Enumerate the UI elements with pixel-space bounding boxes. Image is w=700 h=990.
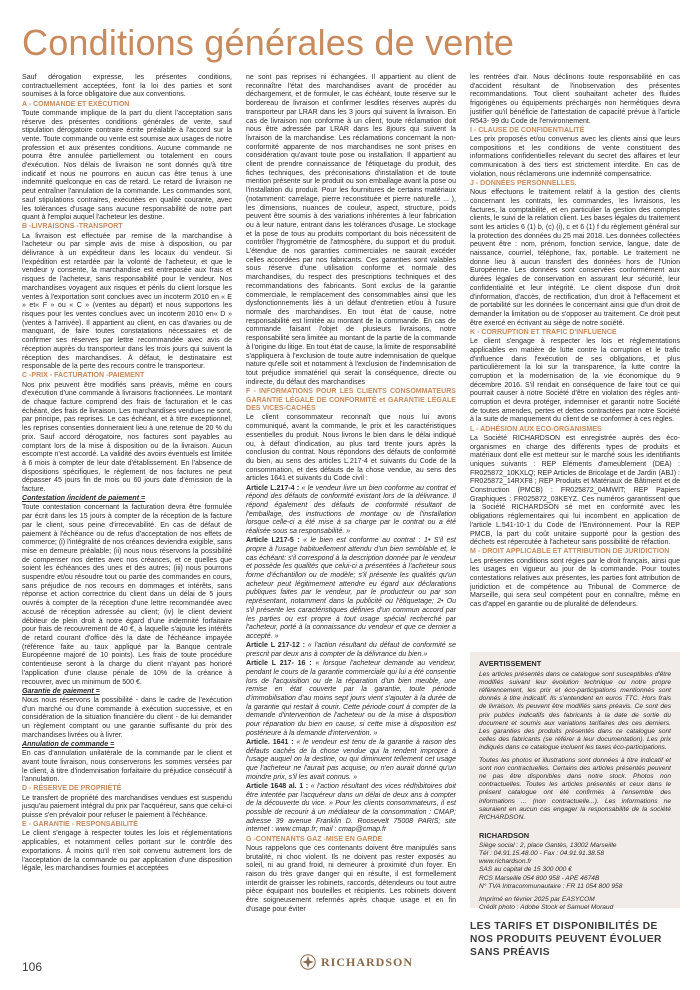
article-reference: Article L 217-12 :: [246, 642, 305, 650]
subheading: Contestation /incident de paiement =: [22, 495, 146, 503]
section-heading: L - ADHÉSION AUX ECO-ORGANISMES: [470, 425, 602, 433]
company-line: RCS Marseille 054 800 958 - APE 4674B: [479, 874, 600, 882]
article-reference: Article 1648 al. 1 :: [246, 782, 309, 790]
company-line: www.richardson.fr: [479, 858, 532, 866]
company-line: Siège social : 2, place Gantès, 13002 Marseille: [479, 841, 617, 849]
company-line: Tél : 04.91.15.48.00 - Fax : 04.91.91.38.58: [479, 850, 605, 858]
paragraph: Les présentes conditions sont régies par le droit français, ainsi que les usages en vigueur au jour de la commande. Pour toutes contestations relatives aux présentes, les parties font attribution de juridiction et de compétence au Tribunal de Commerce de Marseille, qui sera seul compétent pour en connaître, même en cas d'appel en garantie ou de pluralité de défendeurs.: [470, 557, 680, 609]
paragraph: Nos prix peuvent être modifiés sans préavis, même en cours d'exécution d'une commande à livraisons fractionnées. Le montant de chaque facture comprend des frais de facturation et le cas échéant, des frais de livraison. Les marchandises vendues ne sont, par principe, pas reprises. Le cas échéant, et à titre exceptionnel, les reprises consenties donneraient lieu à une retenue de 20 % du prix. Sauf accord dérogatoire, nos factures sont payables au comptant lors de la mise à disposition ou de la livraison. Aucun escompte n'est accordé. La validité des avoirs éventuels est limitée à 6 mois à compter de leur date d'établissement. En l'absence de dispositions spécifiques, le règlement de nos factures ne peut dépasser 45 jours fin de mois ou 60 jours date d'émission de la facture.: [22, 381, 232, 494]
column-right: [470, 74, 680, 610]
warning-title: AVERTISSEMENT: [479, 659, 542, 668]
pricing-disclaimer: LES TARIFS ET DISPONIBILITÉS DE NOS PRODUITS PEUVENT ÉVOLUER SANS PRÉAVIS: [470, 921, 662, 958]
article-quote: « le bien est conforme au contrat : 1• S'il est propre à l'usage habituellement attendu d'un bien semblable et, le cas échéant: s'il correspond à la description donnée par le vendeur et possède les qualités que celui-ci a présentées à l'acheteur sous forme d'échantillon ou de modèle; s'il présente les qualités qu'un acheteur peut légitimement attendre eu égard aux déclarations publiques faites par le vendeur, par le producteur ou par son représentant, notamment dans la publicité ou l'étiquetage; 2• Ou s'il présente les caractéristiques définies d'un commun accord par les parties ou est propre à tout usage spécial recherché par l'acheteur, porté à la connaissance du vendeur et que ce dernier a accepté. »: [246, 537, 456, 640]
article-quote: « le vendeur est tenu de la garantie à raison des défauts cachés de la chose vendue qui la rendent impropre à l'usage auquel on la destine, ou qui diminuent tellement cet usage que l'acheteur ne l'aurait pas acquise, ou n'en aurait donné qu'un moindre prix, s'il les avait connus. »: [246, 738, 456, 781]
paragraph: La Société RICHARDSON est enregistrée auprès des éco-organismes en charge des différents types de produits et matériaux dont elle est metteur sur le marché sous les identifiants uniques suivants : REP Eléments d'ameublement (DEA) : FR025872_10KXLQ; REP Articles de Bricolage et de Jardin (ABJ) : FR025872_14RXF8 ; REP Produits et Matériaux de Bâtiment et de Construction (PMCB) : FR025872_04MWIT; REP Papiers Graphiques : FR025872_03KEYZ. Ces numéros garantissent que la Société RICHARDSON sé met en conformité avec les obligations réglementaires qui lui incombent en application de l'article L.541-10-1 du Code de l'Environnement. Pour la REP PMCB, la part du coût unitaire supporté pour la gestion des déchets est répercutée à l'acheteur sans possibilité de réfaction.: [470, 434, 680, 547]
paragraph: Toute contestation concernant la facturation devra être formulée par écrit dans les 15 jours à compter de la réception de la facture par le client, sous peine d'irrecevabilité. En cas de défaut de paiement à l'échéance ou de refus d'acceptation de nos effets de commerce; (i) l'intégralité de nos créances deviendra exigible, sans mise en demeure préalable; (ii) nous nous réservons la possibilité de compenser nos dettes avec nos créances, et ce quelles que soient les échéances des unes et des autres; (iii) nous pourrons suspendre et/ou résoudre tout ou partie des commandes en cours, sans préjudice de nos recours en dommages et intérêts, sans réponse et action correctrice du client dans un délai de 5 jours ouvrés à compter de la réception d'une lettre recommandée avec accusé de réception adressée au client; (iv) le client devient débiteur de plein droit à notre égard d'une indemnité forfaitaire pour frais de recouvrement de 40 €, à laquelle s'ajoute les intérêts de retard courant d'office dès la date de l'échéance impayée (référence faite au taux appliqué par la Banque centrale Européenne majoré de 10 points). Les frais de toute procédure contentieuse seront à la charge du client n'ayant pas honoré l'application d'une clause pénale de 10% de la créance à recouvrer, avec un minimum de 500 €.: [22, 504, 232, 686]
paragraph: Le client consommateur reconnaît que nous lui avons communiqué, avant la commande, le prix et les caractéristiques essentielles du produit. Nous livrons le bien dans le délai indiqué ou, à défaut d'indication, au plus tard trente jours après la conclusion du contrat. Nous répondons des défauts de conformité du bien, au sens des articles L.217-4 et suivants du Code de la consommation, et des défauts de la chose vendue, au sens des articles 1641 et suivants du Code civil :: [246, 414, 456, 483]
section-heading: G -CONTENANTS GAZ -MISE EN GARDE: [246, 835, 383, 843]
page-number: 106: [22, 960, 43, 974]
section-heading: B -LIVRAISONS -TRANSPORT: [22, 223, 123, 231]
paragraph: Nous rappelons que ces contenants doivent être manipulés sans brutalité, ni choc violent. Ils ne doivent pas rester exposés au soleil, ni au grand froid, ni demeurer à proximité d'un foyer. En raison du très grave danger qui en résulte, il est formellement interdit de graisser les robinets, raccords, détendeurs ou tout autre pièce équipant nos bouteilles et récipients. Les robinets doivent être soigneusement refermés après chaque usage et en fin d'usage pour éviter: [246, 844, 456, 913]
paragraph: Les prix proposés et/ou convenus avec les clients ainsi que leurs compositions et les conditions de vente constituent des informations confidentielles relevant du secret des affaires et leur communication à des tiers est strictement interdite. En cas de violation, nous réclamerons une indemnité compensatrice.: [470, 135, 680, 178]
article-paragraph: [246, 642, 456, 659]
paragraph: Toute commande implique de la part du client l'acceptation sans réserve des présentes conditions générales de vente, sauf stipulation dérogatoire contraire écrite préalable à l'accord sur la vente. Toute commande ou vente est soumise aux usages de notre profession et aux présentes conditions. Aucune commande ne pourra être annulée partiellement ou totalement en cours d'exécution. Nos délais de livraison ne sont donnés qu'à titre indicatif et nous ne pourrons en aucun cas être tenus à une indemnité quelconque en cas de retard. Le retard de livraison ne peut entraîner l'annulation de la commande. Les commandes sont, sauf stipulations contraires, exécutées en qualité courante, avec les tolérances d'usage sans aucune responsabilité de notre part quant à l'emploi auquel l'acheteur les destine.: [22, 109, 232, 222]
paragraph: La livraison est effectuée par remise de la marchandise à l'acheteur ou par simple avis de mise à disposition, ou par délivrance à un expéditeur dans les locaux du vendeur. Si l'expédition est retardée par la volonté de l'acheteur, et que le vendeur y consente, la marchandise est entreposée aux frais et risques de l'acheteur, sans responsabilité pour le vendeur. Nos marchandises voyagent aux risques et périls du client lorsque les ventes à l'exportation sont conclues avec un incoterm 2010 en « E » et« F » ou « C » (ventes au départ) et nous supportons les risques pour les ventes conclues avec un incoterm 2010 en« D » (ventes à l'arrivée). Il appartient au client, en cas d'avaries ou de manquant, de faire toutes constatations nécessaires et de confirmer ses réserves par lettre recommandée avec avis de réception auprès du transporteur dans les trois jours qui suivent la réception des marchandises. À défaut, le destinataire est responsable de la perte des recours contre le transporteur.: [22, 232, 232, 371]
article-quote: « l'action résultant des vices rédhibitoires doit être intentée par l'acquéreur dans un délai de deux ans à compter de la découverte du vice. » Pour les clients consommateurs, il est possible de recourir à un médiateur de la consommation : CMAP; adresse 39 avenue Franklin D. Roosevelt 75008 PARIS; site internet : www.cmap.fr; mail : cmap@cmap.fr: [246, 782, 456, 834]
article-paragraph: [246, 537, 456, 641]
article-reference: Article. 1641 :: [246, 738, 294, 746]
section-heading: E - GARANTIE - RESPONSABILITÉ: [22, 821, 138, 829]
paragraph: En cas d'annulation unilatérale de la commande par le client et avant toute livraison, nous conserverons les sommes versées par le client, à titre d'indemnisation forfaitaire du préjudice consécutif à l'annulation.: [22, 750, 232, 784]
article-quote: « lorsque l'acheteur demande au vendeur, pendant le cours de la garantie commerciale qui lui a été consentie lors de l'acquisition ou de la réparation d'un bien meuble, une remise en état couverte par la garantie, toute période d'immobilisation d'au moins sept jours vient s'ajouter à la durée de la garantie qui restait à courir. Cette période court à compter de la demande d'intervention de l'acheteur ou de la mise à disposition pour réparation du bien en cause, si cette mise à disposition est postérieure à la demande d'intervention. »: [246, 660, 456, 737]
paragraph: les rentrées d'air. Nous déclinons toute responsabilité en cas d'accident résultant de l'inobservation des présentes recommandations. Tout client souhaitant acheter des fluides frigorigènes ou équipements préchargés non hermétiques devra justifier qu'il bénéficie de l'attestation de capacité prévue à l'article R543- 99 du Code de l'environnement.: [470, 74, 680, 125]
section-heading: F - INFORMATIONS POUR LES CLIENTS CONSOMMATEURS GARANTIE LÉGALE DE CONFORMITÉ et GARANTIE LÉGALE DES VICES-CACHÉS: [246, 387, 456, 413]
logo-text: RICHARDSON: [321, 954, 414, 969]
article-paragraph: [246, 660, 456, 738]
article-quote: « le vendeur livre un bien conforme au contrat et répond des défauts de conformité existant lors de la délivrance. Il répond également des défauts de conformité résultant de l'emballage, des instructions de montage ou de l'installation lorsque celle-ci a été mise à sa charge par le contrat ou a été réalisée sous sa responsabilité. »: [246, 484, 457, 536]
page-title: Conditions générales de vente: [22, 22, 515, 63]
section-heading: I - CLAUSE DE CONFIDENTIALITÉ: [470, 126, 585, 134]
article-paragraph: [246, 739, 456, 783]
section-heading: M - DROIT APPLICABLE ET ATTRIBUTION DE JURIDICTION: [470, 548, 670, 556]
company-details: [479, 842, 671, 891]
warning-text: Les articles présentés dans ce catalogue sont susceptibles d'être modifiés suivant leur évolution technique ou notre propre référencement, les prix et éco-participations mentionnés sont donnés à titre indicatif. Ils s'entendent en euros TTC. Hors frais de livraison. Ils peuvent être modifiés sans préavis. Ce sont des prix publics indicatifs des fabricants à la date de sortie du document et soumis aux variations tarifaires des ces derniers. Les garanties des produits présentés dans ce catalogue sont celles des fabricants (se référer à leur documentation). Les prix indiqués dans ce catalogue incluent les taxes éco-participations.: [479, 671, 671, 751]
paragraph: Nous effectuons le traitement relatif à la gestion des clients concernant les contrats, les commandes, les livraisons, les factures, la comptabilité, et en particulier la gestion des comptes clients, le suivi de la relation client. Les bases légales du traitement sont les articles 6 (1) b, (c) (i), c et 6 (1) f du règlement général sur la protection des données du 25 mai 2018. Les données collectées peuvent être : nom, prénom, fonction service, langue, date de naissance, courriel, téléphone, fax, portable. Le traitement ne donne lieu à aucun transfert des données hors de l'Union Européenne. Les données sont conservées conformément aux durées légales de conservation en assurant leur sécurité, leur confidentialité et leur intégrité. Le client dispose d'un droit d'information, d'accès, de rectification, d'un droit à l'effacement et de portabilité sur les données le concernant ainsi que d'un droit de demander la limitation ou de s'opposer au traitement. Ce droit peut être exercé en écrivant au siège de notre société.: [470, 189, 680, 327]
section-heading: C -PRIX - FACTURATION -PAIEMENT: [22, 372, 145, 380]
article-quote: « l'action résultant du défaut de conformité se prescrit par deux ans à compter de la délivrance du bien.»: [246, 642, 457, 658]
logo: [300, 954, 413, 970]
paragraph: Le client s'engage à respecter les lois et réglementations applicables en matière de lutte contre la corruption et le trafic d'influence dans l'exécution de ses obligations, et plus particulièrement la loi sur la transparence, la lutte contre la corruption et la modernisation de la vie économique du 9 décembre 2016. S'il rendait en conséquence de faire tout ce qui pourrait causer à notre Société d'être en violation des règles anti-corruption et devra protéger, indemniser et garantir notre Société de toutes amendes, pertes et dettes contractées par notre Société à la suite de manquement du client de se conformer à ces règles.: [470, 338, 680, 424]
section-heading: A - COMMANDE ET EXÉCUTION: [22, 100, 130, 108]
article-reference: Article L.217-4 :: [246, 484, 300, 492]
paragraph: Nous nous réservons la possibilité - dans le cadre de l'exécution d'un marché ou d'une commande à exécution successive, et en considération de la situation financière du client - de lui demander un règlement comptant ou une garantie suffisante du prix des marchandises livrées ou à livrer.: [22, 696, 232, 739]
company-line: SAS au capital de 15 300 000 €: [479, 866, 572, 874]
section-heading: K - CORRUPTION ET TRAFIC D'INFLUENCE: [470, 328, 617, 336]
subheading: Garantie de paiement =: [22, 687, 100, 695]
section-heading: J - DONNÉES PERSONNELLES.: [470, 179, 577, 187]
column-middle: [246, 74, 456, 915]
company-line: N° TVA Intracommunautaire : FR 11 054 800 958: [479, 882, 623, 890]
article-paragraph: [246, 485, 456, 537]
company-name: RICHARDSON: [479, 830, 530, 840]
print-line: Crédit photo : Adobe Stock et Samuel Moraud: [479, 904, 614, 912]
column-left: [22, 74, 232, 874]
subheading: Annulation de commande =: [22, 740, 115, 748]
section-heading: D - RÉSERVE DE PROPRIÉTÉ: [22, 785, 122, 793]
article-reference: Article L 217- 16 :: [246, 660, 312, 668]
paragraph: ne sont pas reprises ni échangées. Il appartient au client de reconnaître l'état des marchandises avant de procéder au déchargement, et de formuler, le cas échéant, toute réserve sur le bordereau de livraison et confirmer lesdites réserves auprès du transporteur par LRAR dans les 3 jours qui suivent la livraison. En cas de livraison non conforme à un client, toute réclamation doit nous être adressée par LRAR dans les 8jours qui suivent la livraison de la marchandise. Les réclamations concernant la non-conformité apparente de nos marchandises ne sont prises en considération qu'avant toute pose ou installation. Il appartient au client de prendre connaissance de l'étiquetage du produit, des fiches techniques, des préconisations d'installation et de toute mention présente sur le produit ou son emballage avant la pose ou l'installation du produit. Pour les fournitures de certains matériaux (notamment: carrelage, pierre reconstituée et pierre naturelle ... ), les dimensions, nuances de couleur, aspect, structure, poids peuvent être soumis à des variations inhérentes à leur fabrication ou à leur nature, entrant dans les tolérances d'usage. Le stockage et la pose de tous au produits comportant du bois nécessitent de contrôler l'hygrométrie de l'atmosphère, du support et du produit. L'étendue de nos garanties commerciales ne saurait excéder celles accordées par nos fabricants. Ces garanties sont valables sous réserve d'une utilisation conforme et normale des marchandises, du respect des prescriptions techniques et des recommandations des fabricants. Sont exclus de la garantie commerciale, le remplacement des consommables ainsi que les dysfonctionnements liés à un défaut d'entretien et/ou à l'usure normale des marchandises. En tout état de cause, notre responsabilité est limitée au montant de la commande. En cas de commande faisant l'objet de plusieurs livraisons, notre responsabilité sera limitée au montant de la partie de la commande à l'origine du litige. En tout état de cause, la limite de responsabilité s'appliquera à l'exclusion de toute autre indemnisation de quelque nature qu'elle soit et notamment à l'exclusion de l'indemnisation de tout préjudice immatériel qui serait la conséquence, directe ou indirecte, du défaut des marchandises: [246, 74, 456, 386]
print-line: Imprimé en février 2025 par EASYCOM: [479, 896, 595, 904]
article-reference: Article L217-5 :: [246, 537, 300, 545]
paragraph: Sauf dérogation expresse, les présentes conditions, contractuellement acceptées, font la loi des parties et sont soumises à la force obligatoire due aux conventions.: [22, 74, 232, 99]
article-paragraph: [246, 783, 456, 835]
paragraph: Le client s'engage à respecter toutes les lois et réglementations applicables, et notamment celles portant sur le contrôle des exportations. À moins qu'il n'en soit convenu autrement lors de l'acceptation de la commande ou par application d'une disposition légale, les marchandises fournies et acceptées: [22, 830, 232, 873]
richardson-logo-icon: [300, 954, 316, 970]
paragraph: Le transfert de propriété des marchandises vendues est suspendu jusqu'au paiement intégral du prix par l'acquéreur, sans que celui-ci puisse s'en prévaloir pour refuser le paiement à l'échéance.: [22, 794, 232, 820]
warning-text-2: Toutes les photos et illustrations sont données à titre indicatif et sont non contractuelles. Certains des articles présentés peuvent ne pas être disponibles dans notre stock. Photos non contractuelles. Toutes les articles présentés et ceux dans le présent catalogue ont été confirmés à l'ensemble des informations ... (non contractuelle...). Les informations ne sauraient en aucun cas engager la responsabilité de la société RICHARDSON.: [479, 757, 671, 821]
warning-box: [470, 652, 680, 912]
